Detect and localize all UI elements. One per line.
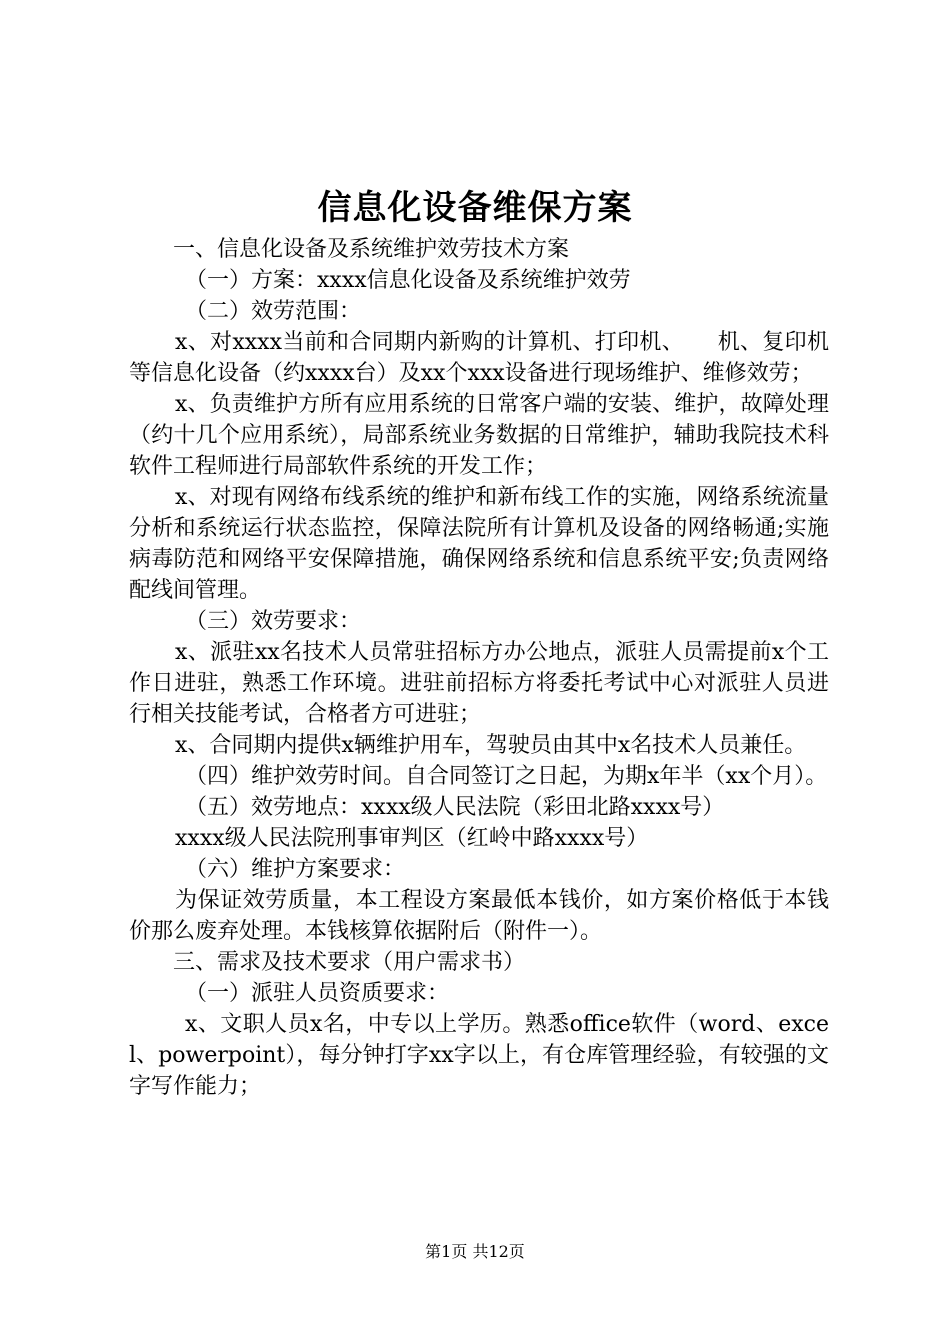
service-location-2: xxxx级人民法院刑事审判区（红岭中路xxxx号）: [175, 826, 649, 851]
subsection-requirements: （三）效劳要求：: [185, 609, 362, 634]
document-title: 信息化设备维保方案: [317, 188, 633, 228]
section-heading-1: 一、信息化设备及系统维护效劳技术方案: [173, 237, 570, 262]
requirement-item-1: x、派驻xx名技术人员常驻招标方办公地点，派驻人员需提前x个工作日进驻，熟悉工作环境。进驻前招标方将委托考试中心对派驻人员进行相关技能考试，合格者方可进驻；: [129, 640, 829, 727]
requirement-item-2: x、合同期内提供x辆维护用车，驾驶员由其中x名技术人员兼任。: [175, 733, 807, 758]
scope-item-3: x、对现有网络布线系统的维护和新布线工作的实施，网络系统流量分析和系统运行状态监控，保障法院所有计算机及设备的网络畅通;实施病毒防范和网络平安保障措施，确保网络系统和信息系统平安;负责网络配线间管理。: [129, 485, 829, 603]
section-heading-3: 三、需求及技术要求（用户需求书）: [173, 950, 526, 975]
subsection-service-location: （五）效劳地点：xxxx级人民法院（彩田北路xxxx号）: [185, 795, 725, 820]
scope-item-1: x、对xxxx当前和合同期内新购的计算机、打印机、 机、复印机等信息化设备（约xxxx台）及xx个xxx设备进行现场维护、维修效劳；: [129, 330, 829, 386]
subsection-plan: （一）方案：xxxx信息化设备及系统维护效劳: [185, 268, 631, 293]
page-footer: 第1页 共12页: [425, 1242, 525, 1261]
subsection-staff-qualification: （一）派驻人员资质要求：: [185, 981, 450, 1006]
scope-item-2: x、负责维护方所有应用系统的日常客户端的安装、维护，故障处理（约十几个应用系统），局部系统业务数据的日常维护，辅助我院技术科软件工程师进行局部软件系统的开发工作；: [129, 392, 829, 479]
staff-qualification-item-1: x、文职人员x名，中专以上学历。熟悉office软件（word、excel、powerpoint），每分钟打字xx字以上，有仓库管理经验，有较强的文字写作能力；: [129, 1012, 829, 1099]
subsection-plan-requirements: （六）维护方案要求：: [185, 857, 406, 882]
subsection-scope: （二）效劳范围：: [185, 299, 362, 324]
document-body: [129, 234, 829, 1102]
plan-requirements-text: 为保证效劳质量，本工程设方案最低本钱价，如方案价格低于本钱价那么废弃处理。本钱核算依据附后（附件一）。: [129, 888, 829, 944]
subsection-service-time: （四）维护效劳时间。自合同签订之日起，为期x年半（xx个月）。: [185, 764, 828, 789]
